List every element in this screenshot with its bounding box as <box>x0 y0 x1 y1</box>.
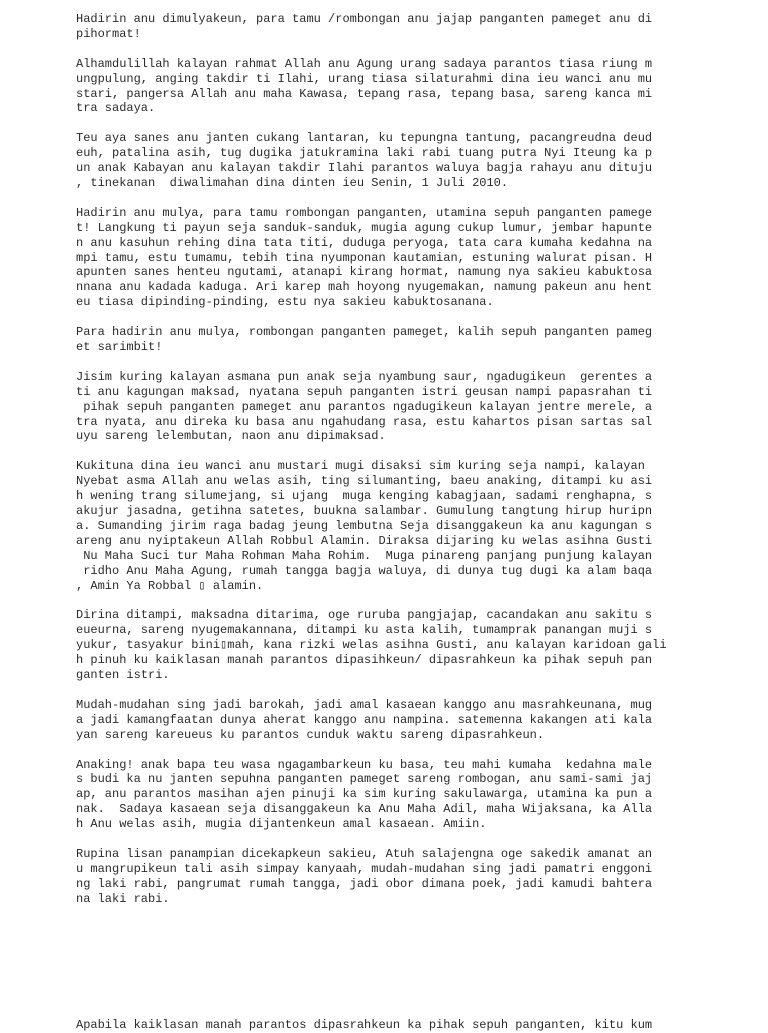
paragraph <box>76 57 736 117</box>
paragraph <box>76 847 736 907</box>
paragraph-line: ap, anu parantos masihan ajen pinuji ka sim kuring sakulawarga, utamina ka pun a <box>76 787 653 802</box>
paragraph-line: apunten sanes henteu ngutami, atanapi kirang hormat, namung nya sakieu kabuktosa <box>76 265 653 280</box>
paragraph <box>76 459 736 593</box>
paragraph-line: yan sareng kareueus ku parantos cunduk waktu sareng dipasrahkeun. <box>76 727 545 742</box>
paragraph-line: h Anu welas asih, mugia dijantenkeun amal kasaean. Amiin. <box>76 817 487 832</box>
paragraph-line: yukur, tasyakur bini▯mah, kana rizki welas asihna Gusti, anu kalayan karidoan gali <box>76 638 667 653</box>
paragraph-line: eu tiasa dipinding-pinding, estu nya sakieu kabuktosanana. <box>76 295 494 310</box>
paragraph-line: Jisim kuring kalayan asmana pun anak seja nyambung saur, ngadugikeun gerentes a <box>76 369 653 384</box>
paragraph-line: nnana anu kadada kaduga. Ari karep mah hoyong nyugemakan, namung pakeun anu hent <box>76 280 653 295</box>
paragraph-line: Mudah-mudahan sing jadi barokah, jadi amal kasaean kanggo anu masrahkeunana, mug <box>76 697 653 712</box>
paragraph-line: ng laki rabi, pangrumat rumah tangga, jadi obor dimana poek, jadi kamudi bahtera <box>76 876 653 891</box>
paragraph-line: Nu Maha Suci tur Maha Rohman Maha Rohim. Muga pinareng panjang punjung kalayan <box>76 548 653 563</box>
paragraph-line: et sarimbit! <box>76 340 163 355</box>
paragraph-line: akujur jasadna, getihna satetes, buukna salambar. Gumulung tangtung hirup huripn <box>76 504 653 519</box>
paragraph-line: Kukituna dina ieu wanci anu mustari mugi disaksi sim kuring seja nampi, kalayan <box>76 459 645 474</box>
paragraph-line: a jadi kamangfaatan dunya aherat kanggo anu nampina. satemenna kakangen ati kala <box>76 712 653 727</box>
paragraph-line: tra nyata, anu direka ku basa anu ngahudang rasa, estu kahartos pisan sartas sal <box>76 414 653 429</box>
document-body <box>76 12 736 922</box>
paragraph-line: un anak Kabayan anu kalayan takdir Ilahi parantos waluya bagja rahayu anu dituju <box>76 161 653 176</box>
paragraph-line: u mangrupikeun tali asih simpay kanyaah, mudah-mudahan sing jadi pamatri enggoni <box>76 861 653 876</box>
paragraph-line: ti anu kagungan maksad, nyatana sepuh panganten istri geusan nampi papasrahan ti <box>76 384 653 399</box>
paragraph-line: Hadirin anu dimulyakeun, para tamu /rombongan anu jajap panganten pameget anu di <box>76 12 653 26</box>
paragraph-line: , tinekanan diwalimahan dina dinten ieu Senin, 1 Juli 2010. <box>76 176 509 191</box>
paragraph <box>76 206 736 310</box>
paragraph-line: na laki rabi. <box>76 891 170 906</box>
paragraph-line: stari, pangersa Allah anu maha Kawasa, tepang rasa, tepang basa, sareng kanca mi <box>76 86 653 101</box>
paragraph-line: euh, patalina asih, tug dugika jatukramina laki rabi tuang putra Nyi Iteung ka p <box>76 146 653 161</box>
paragraph-line: a. Sumanding jirim raga badag jeung lembutna Seja disanggakeun ka anu kagungan s <box>76 518 653 533</box>
paragraph-line: uyu sareng lelembutan, naon anu dipimaksad. <box>76 429 386 444</box>
paragraph-line: Anaking! anak bapa teu wasa ngagambarkeun ku basa, teu mahi kumaha kedahna male <box>76 757 653 772</box>
paragraph-line: h wening trang silumejang, si ujang muga kenging kabagjaan, sadami renghapna, s <box>76 489 653 504</box>
paragraph-line: ridho Anu Maha Agung, rumah tangga bagja waluya, di dunya tug dugi ka alam baqa <box>76 563 653 578</box>
paragraph <box>76 698 736 743</box>
paragraph-line: h pinuh ku kaiklasan manah parantos dipasihkeun/ dipasrahkeun ka pihak sepuh pan <box>76 653 653 668</box>
paragraph-line: Alhamdulillah kalayan rahmat Allah anu Agung urang sadaya parantos tiasa riung m <box>76 56 653 71</box>
paragraph-line: , Amin Ya Robbal ▯ alamin. <box>76 578 264 593</box>
paragraph-line: Hadirin anu mulya, para tamu rombongan panganten, utamina sepuh panganten pamege <box>76 205 653 220</box>
paragraph-line: eueurna, sareng nyugemakannana, ditampi ku asta kalih, tumamprak panangan muji s <box>76 623 653 638</box>
paragraph-line: pihak sepuh panganten pameget anu parantos ngadugikeun kalayan jentre merele, a <box>76 399 653 414</box>
paragraph-line: Dirina ditampi, maksadna ditarima, oge ruruba pangjajap, cacandakan anu sakitu s <box>76 608 653 623</box>
paragraph-line: pihormat! <box>76 26 141 41</box>
paragraph-line: t! Langkung ti payun seja sanduk-sanduk, mugia agung cukup lumur, jembar hapunte <box>76 220 653 235</box>
paragraph-line: Nyebat asma Allah anu welas asih, ting silumanting, baeu anaking, ditampi ku asi <box>76 474 653 489</box>
paragraph <box>76 758 736 832</box>
paragraph-line: nak. Sadaya kasaean seja disanggakeun ka Anu Maha Adil, maha Wijaksana, ka Alla <box>76 802 653 817</box>
paragraph <box>76 608 736 682</box>
paragraph-line: ganten istri. <box>76 667 170 682</box>
paragraph-line: Teu aya sanes anu janten cukang lantaran, ku tepungna tantung, pacangreudna deud <box>76 131 653 146</box>
paragraph-line: n anu kasuhun rehing dina tata titi, duduga peryoga, tata cara kumaha kedahna na <box>76 235 653 250</box>
paragraph-line: Para hadirin anu mulya, rombongan panganten pameget, kalih sepuh panganten pameg <box>76 325 653 340</box>
paragraph-line: s budi ka nu janten sepuhna panganten pameget sareng rombogan, anu sami-sami jaj <box>76 772 653 787</box>
paragraph-line: mpi tamu, estu tumamu, tebih tina nyumponan kautamian, estuning walurat pisan. H <box>76 250 653 265</box>
next-page-cutoff-line: Apabila kaiklasan manah parantos dipasrahkeun ka pihak sepuh panganten, kitu kum <box>76 1018 653 1032</box>
paragraph <box>76 370 736 444</box>
paragraph-line: tra sadaya. <box>76 101 156 116</box>
paragraph <box>76 12 736 42</box>
paragraph <box>76 131 736 191</box>
paragraph <box>76 325 736 355</box>
paragraph-line: ungpulung, anging takdir ti Ilahi, urang tiasa silaturahmi dina ieu wanci anu mu <box>76 71 653 86</box>
paragraph-line: areng anu nyiptakeun Allah Robbul Alamin. Diraksa dijaring ku welas asihna Gusti <box>76 533 653 548</box>
paragraph-line: Rupina lisan panampian dicekapkeun sakieu, Atuh salajengna oge sakedik amanat an <box>76 846 653 861</box>
